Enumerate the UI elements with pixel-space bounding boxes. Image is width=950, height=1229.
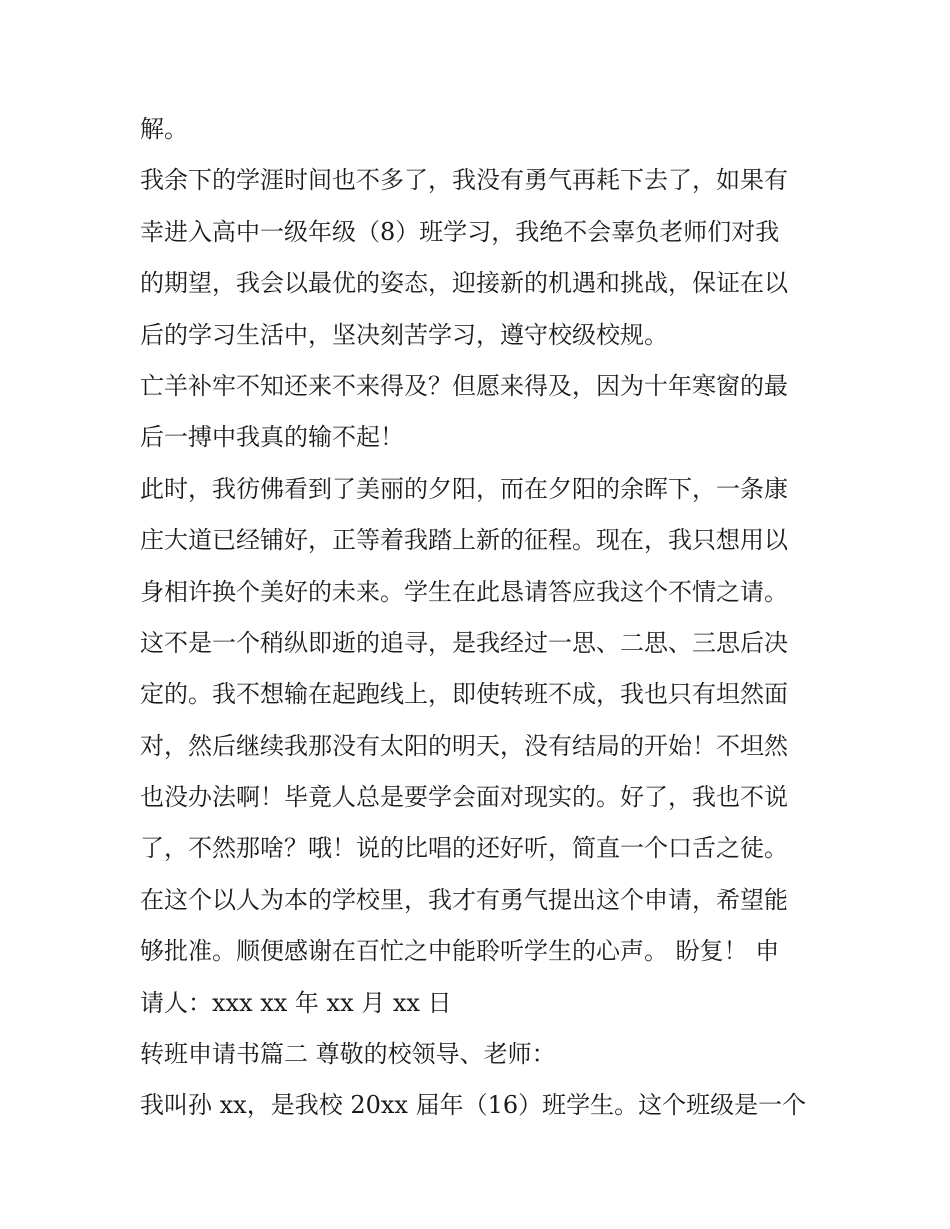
text-line: 我余下的学涯时间也不多了，我没有勇气再耗下去了，如果有 [140, 166, 788, 195]
text-line: 此时，我彷佛看到了美丽的夕阳，而在夕阳的余晖下，一条康 [140, 474, 788, 503]
document-body [140, 104, 830, 1132]
text-line: 够批准。顺便感谢在百忙之中能聆听学生的心声。 盼复！ 申 [140, 937, 780, 966]
text-line: 解。 [140, 115, 188, 143]
text-line: 的期望，我会以最优的姿态，迎接新的机遇和挑战，保证在以 [140, 269, 788, 298]
section-heading-line: 转班申请书篇二 尊敬的校领导、老师： [140, 1040, 556, 1069]
text-line: 了，不然那啥？哦！说的比唱的还好听，简直一个口舌之徒。 [140, 834, 788, 863]
text-line: 后的学习生活中，坚决刻苦学习，遵守校级校规。 [140, 320, 668, 349]
text-line: 对，然后继续我那没有太阳的明天，没有结局的开始！不坦然 [140, 731, 788, 760]
text-line: 在这个以人为本的学校里，我才有勇气提出这个申请，希望能 [140, 885, 788, 914]
signature-line: 请人：xxx xx 年 xx 月 xx 日 [140, 988, 452, 1017]
text-line: 亡羊补牢不知还来不来得及？但愿来得及，因为十年寒窗的最 [140, 371, 788, 400]
text-line: 庄大道已经铺好，正等着我踏上新的征程。现在，我只想用以 [140, 526, 788, 555]
text-line: 也没办法啊！毕竟人总是要学会面对现实的。好了，我也不说 [140, 783, 788, 812]
text-line: 我叫孙 xx，是我校 20xx 届年（16）班学生。这个班级是一个 [140, 1091, 807, 1120]
text-line: 身相许换个美好的未来。学生在此恳请答应我这个不情之请。 [140, 577, 788, 606]
text-line: 定的。我不想输在起跑线上，即使转班不成，我也只有坦然面 [140, 680, 788, 709]
text-line: 幸进入高中一级年级（8）班学习，我绝不会辜负老师们对我 [140, 217, 780, 246]
text-line: 这不是一个稍纵即逝的追寻，是我经过一思、二思、三思后决 [140, 628, 788, 657]
text-line: 后一搏中我真的输不起！ [140, 423, 404, 452]
